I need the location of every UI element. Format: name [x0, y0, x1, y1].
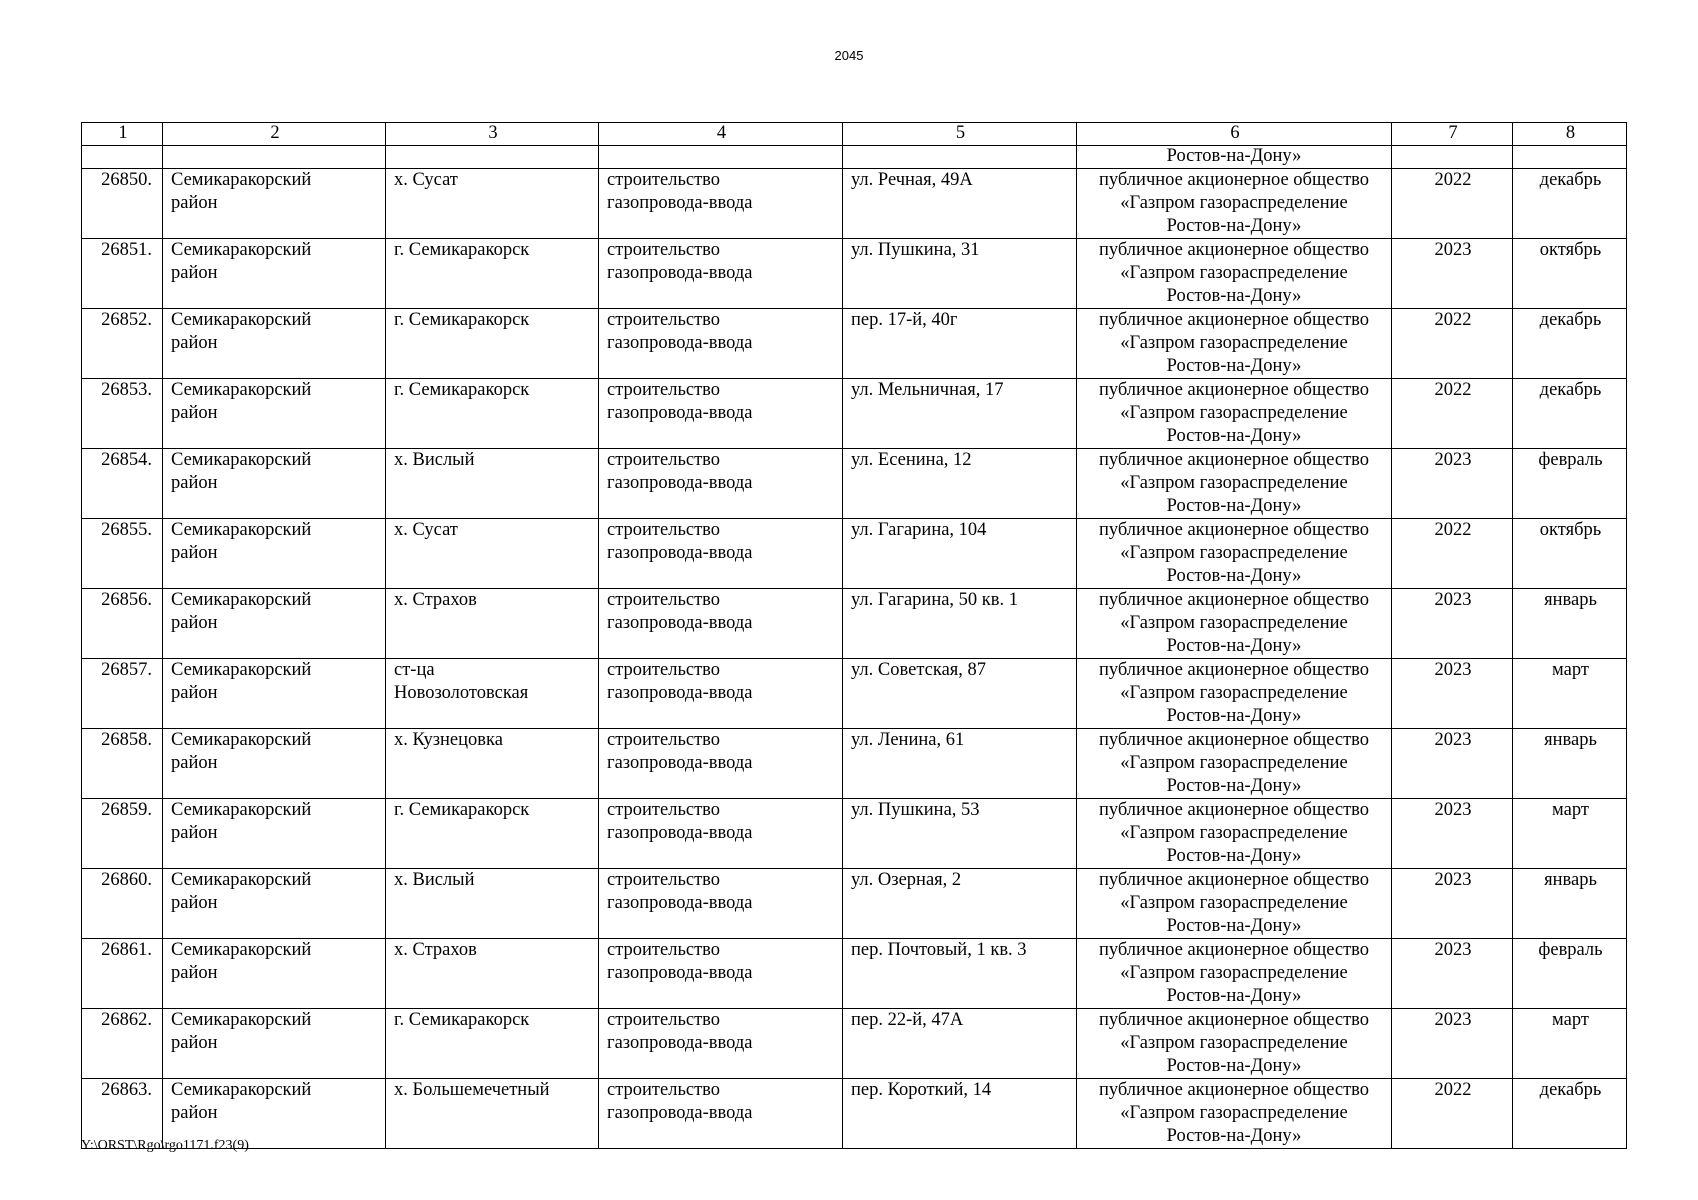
month-cell: март [1513, 1009, 1627, 1079]
locality-cell-line: х. Вислый [394, 450, 475, 470]
district-cell-line: район [171, 333, 218, 353]
district-cell [163, 589, 386, 659]
row-number: 26857. [82, 659, 163, 729]
row-number: 26856. [82, 589, 163, 659]
work-cell-line: газопровода-ввода [607, 263, 753, 283]
year-cell: 2023 [1392, 239, 1513, 309]
organization-cell-line: «Газпром газораспределение [1120, 263, 1348, 283]
work-cell-line: строительство [607, 450, 721, 470]
work-cell-line: строительство [607, 1010, 721, 1030]
address-cell: ул. Мельничная, 17 [843, 379, 1077, 449]
month-cell: январь [1513, 729, 1627, 799]
address-cell: пер. Почтовый, 1 кв. 3 [843, 939, 1077, 1009]
column-header: 8 [1513, 123, 1627, 146]
organization-cell-line: Ростов-на-Дону» [1166, 496, 1302, 516]
district-cell-line: район [171, 193, 218, 213]
district-cell [163, 1009, 386, 1079]
year-cell: 2022 [1392, 379, 1513, 449]
year-cell: 2023 [1392, 729, 1513, 799]
organization-cell-line: публичное акционерное общество [1098, 1010, 1370, 1030]
district-cell-line: Семикаракорский [171, 800, 312, 820]
organization-cell [1077, 239, 1392, 309]
locality-cell [386, 379, 599, 449]
month-cell: октябрь [1513, 239, 1627, 309]
locality-cell-line: х. Большемечетный [394, 1080, 550, 1100]
organization-cell-line: публичное акционерное общество [1098, 380, 1370, 400]
work-cell-line: строительство [607, 940, 721, 960]
organization-cell-line: «Газпром газораспределение [1120, 543, 1348, 563]
district-cell-line: район [171, 753, 218, 773]
district-cell [163, 729, 386, 799]
organization-cell [1077, 1009, 1392, 1079]
table-row [82, 659, 1627, 729]
month-cell: декабрь [1513, 169, 1627, 239]
data-table [81, 122, 1627, 1149]
organization-cell-line: «Газпром газораспределение [1120, 1033, 1348, 1053]
locality-cell-line: г. Семикаракорск [394, 800, 530, 820]
year-cell: 2023 [1392, 589, 1513, 659]
organization-cell-line: «Газпром газораспределение [1120, 333, 1348, 353]
address-cell: ул. Есенина, 12 [843, 449, 1077, 519]
district-cell-line: район [171, 1103, 218, 1123]
organization-cell-line: «Газпром газораспределение [1120, 1103, 1348, 1123]
organization-cell [1077, 869, 1392, 939]
work-cell-line: газопровода-ввода [607, 683, 753, 703]
month-cell: март [1513, 799, 1627, 869]
locality-cell [386, 239, 599, 309]
locality-cell [386, 1079, 599, 1149]
work-cell-line: строительство [607, 800, 721, 820]
organization-cell-line: публичное акционерное общество [1098, 310, 1370, 330]
district-cell-line: Семикаракорский [171, 1010, 312, 1030]
address-cell: ул. Гагарина, 50 кв. 1 [843, 589, 1077, 659]
organization-cell [1077, 309, 1392, 379]
work-cell [599, 169, 843, 239]
district-cell-line: Семикаракорский [171, 520, 312, 540]
year-cell: 2023 [1392, 799, 1513, 869]
work-cell [599, 379, 843, 449]
month-cell: декабрь [1513, 309, 1627, 379]
row-number: 26860. [82, 869, 163, 939]
organization-cell [1077, 379, 1392, 449]
organization-cell-line: публичное акционерное общество [1098, 660, 1370, 680]
organization-cell-line: «Газпром газораспределение [1120, 613, 1348, 633]
district-cell [163, 379, 386, 449]
page-number: 2045 [834, 48, 864, 63]
district-cell [163, 449, 386, 519]
row-number: 26851. [82, 239, 163, 309]
year-cell: 2023 [1392, 449, 1513, 519]
table-row [82, 239, 1627, 309]
district-cell [163, 659, 386, 729]
organization-cell-line: Ростов-на-Дону» [1166, 776, 1302, 796]
organization-cell-line: «Газпром газораспределение [1120, 753, 1348, 773]
month-cell: октябрь [1513, 519, 1627, 589]
organization-cell-line: публичное акционерное общество [1098, 870, 1370, 890]
work-cell [599, 519, 843, 589]
table-cell [163, 146, 386, 169]
district-cell [163, 309, 386, 379]
table-row [82, 309, 1627, 379]
organization-cell [1077, 729, 1392, 799]
work-cell [599, 309, 843, 379]
work-cell-line: строительство [607, 170, 721, 190]
month-cell: январь [1513, 589, 1627, 659]
column-header: 5 [843, 123, 1077, 146]
locality-cell [386, 309, 599, 379]
organization-cell [1077, 659, 1392, 729]
locality-cell-line: г. Семикаракорск [394, 1010, 530, 1030]
locality-cell [386, 169, 599, 239]
district-cell-line: район [171, 403, 218, 423]
district-cell-line: Семикаракорский [171, 380, 312, 400]
organization-cell-line: публичное акционерное общество [1098, 450, 1370, 470]
year-cell: 2023 [1392, 939, 1513, 1009]
work-cell-line: газопровода-ввода [607, 613, 753, 633]
work-cell-line: газопровода-ввода [607, 963, 753, 983]
locality-cell-line: х. Сусат [394, 520, 458, 540]
organization-cell-line: Ростов-на-Дону» [1166, 916, 1302, 936]
locality-cell-line: х. Кузнецовка [394, 730, 503, 750]
district-cell-line: район [171, 823, 218, 843]
work-cell-line: строительство [607, 730, 721, 750]
address-cell: ул. Речная, 49А [843, 169, 1077, 239]
organization-cell-line: Ростов-на-Дону» [1166, 286, 1302, 306]
work-cell [599, 729, 843, 799]
locality-cell [386, 659, 599, 729]
work-cell-line: строительство [607, 660, 721, 680]
district-cell [163, 519, 386, 589]
table-body [82, 123, 1627, 1149]
district-cell-line: район [171, 893, 218, 913]
row-number: 26854. [82, 449, 163, 519]
district-cell-line: Семикаракорский [171, 940, 312, 960]
work-cell-line: газопровода-ввода [607, 473, 753, 493]
row-number: 26855. [82, 519, 163, 589]
header-row [82, 123, 1627, 146]
year-cell: 2023 [1392, 659, 1513, 729]
work-cell-line: строительство [607, 1080, 721, 1100]
address-cell: пер. 22-й, 47А [843, 1009, 1077, 1079]
row-number: 26859. [82, 799, 163, 869]
work-cell-line: газопровода-ввода [607, 823, 753, 843]
work-cell-line: газопровода-ввода [607, 753, 753, 773]
locality-cell [386, 939, 599, 1009]
continuation-cell: Ростов-на-Дону» [1077, 146, 1392, 169]
organization-cell-line: «Газпром газораспределение [1120, 683, 1348, 703]
work-cell-line: строительство [607, 520, 721, 540]
organization-cell-line: публичное акционерное общество [1098, 730, 1370, 750]
work-cell [599, 1009, 843, 1079]
district-cell-line: Семикаракорский [171, 240, 312, 260]
district-cell-line: Семикаракорский [171, 450, 312, 470]
organization-cell-line: Ростов-на-Дону» [1166, 566, 1302, 586]
district-cell-line: Семикаракорский [171, 870, 312, 890]
district-cell-line: район [171, 613, 218, 633]
year-cell: 2022 [1392, 519, 1513, 589]
month-cell: март [1513, 659, 1627, 729]
locality-cell-line: х. Страхов [394, 940, 477, 960]
organization-cell-line: Ростов-на-Дону» [1166, 216, 1302, 236]
row-number: 26850. [82, 169, 163, 239]
address-cell: ул. Гагарина, 104 [843, 519, 1077, 589]
district-cell-line: Семикаракорский [171, 730, 312, 750]
month-cell: февраль [1513, 939, 1627, 1009]
locality-cell [386, 729, 599, 799]
locality-cell [386, 519, 599, 589]
file-path: Y:\ORST\Rgo\rgo1171.f23(9) [81, 1138, 249, 1153]
column-header: 2 [163, 123, 386, 146]
locality-cell [386, 589, 599, 659]
table-row [82, 519, 1627, 589]
work-cell [599, 659, 843, 729]
organization-cell-line: публичное акционерное общество [1098, 520, 1370, 540]
organization-cell [1077, 449, 1392, 519]
month-cell: февраль [1513, 449, 1627, 519]
work-cell-line: газопровода-ввода [607, 1103, 753, 1123]
district-cell-line: район [171, 963, 218, 983]
locality-cell-line: г. Семикаракорск [394, 240, 530, 260]
organization-cell [1077, 1079, 1392, 1149]
continuation-row [82, 146, 1627, 169]
work-cell [599, 449, 843, 519]
organization-cell [1077, 939, 1392, 1009]
organization-cell-line: Ростов-на-Дону» [1166, 986, 1302, 1006]
year-cell: 2023 [1392, 869, 1513, 939]
locality-cell [386, 449, 599, 519]
table-row [82, 379, 1627, 449]
district-cell-line: район [171, 263, 218, 283]
column-header: 4 [599, 123, 843, 146]
work-cell-line: газопровода-ввода [607, 333, 753, 353]
district-cell-line: Семикаракорский [171, 1080, 312, 1100]
work-cell-line: газопровода-ввода [607, 543, 753, 563]
table-cell [599, 146, 843, 169]
district-cell-line: район [171, 473, 218, 493]
table-row [82, 169, 1627, 239]
locality-cell-line: х. Сусат [394, 170, 458, 190]
organization-cell-line: «Газпром газораспределение [1120, 893, 1348, 913]
row-number: 26862. [82, 1009, 163, 1079]
locality-cell [386, 869, 599, 939]
address-cell: ул. Ленина, 61 [843, 729, 1077, 799]
organization-cell [1077, 589, 1392, 659]
organization-cell-line: Ростов-на-Дону» [1166, 846, 1302, 866]
district-cell-line: Семикаракорский [171, 590, 312, 610]
organization-cell-line: «Газпром газораспределение [1120, 963, 1348, 983]
organization-cell-line: публичное акционерное общество [1098, 590, 1370, 610]
work-cell [599, 799, 843, 869]
table-row [82, 449, 1627, 519]
year-cell: 2022 [1392, 309, 1513, 379]
work-cell-line: строительство [607, 240, 721, 260]
organization-cell-line: «Газпром газораспределение [1120, 193, 1348, 213]
work-cell [599, 869, 843, 939]
district-cell-line: район [171, 683, 218, 703]
organization-cell-line: публичное акционерное общество [1098, 1080, 1370, 1100]
organization-cell [1077, 519, 1392, 589]
organization-cell-line: Ростов-на-Дону» [1166, 356, 1302, 376]
column-header: 7 [1392, 123, 1513, 146]
locality-cell-line: ст-ца [394, 660, 435, 680]
row-number: 26863. [82, 1079, 163, 1149]
month-cell: январь [1513, 869, 1627, 939]
address-cell: ул. Советская, 87 [843, 659, 1077, 729]
work-cell-line: строительство [607, 380, 721, 400]
district-cell [163, 939, 386, 1009]
table-cell [1392, 146, 1513, 169]
organization-cell-line: «Газпром газораспределение [1120, 473, 1348, 493]
address-cell: ул. Пушкина, 53 [843, 799, 1077, 869]
month-cell: декабрь [1513, 379, 1627, 449]
organization-cell-line: публичное акционерное общество [1098, 170, 1370, 190]
organization-cell-line: Ростов-на-Дону» [1166, 636, 1302, 656]
district-cell [163, 169, 386, 239]
locality-cell-line: г. Семикаракорск [394, 310, 530, 330]
district-cell [163, 239, 386, 309]
locality-cell-line: х. Страхов [394, 590, 477, 610]
organization-cell-line: «Газпром газораспределение [1120, 403, 1348, 423]
organization-cell-line: публичное акционерное общество [1098, 240, 1370, 260]
month-cell: декабрь [1513, 1079, 1627, 1149]
work-cell [599, 1079, 843, 1149]
work-cell-line: строительство [607, 310, 721, 330]
work-cell-line: строительство [607, 590, 721, 610]
column-header: 1 [82, 123, 163, 146]
work-cell-line: газопровода-ввода [607, 403, 753, 423]
work-cell-line: строительство [607, 870, 721, 890]
organization-cell-line: Ростов-на-Дону» [1166, 1056, 1302, 1076]
locality-cell [386, 799, 599, 869]
organization-cell-line: публичное акционерное общество [1098, 800, 1370, 820]
district-cell-line: Семикаракорский [171, 660, 312, 680]
work-cell-line: газопровода-ввода [607, 1033, 753, 1053]
row-number: 26861. [82, 939, 163, 1009]
table-row [82, 1079, 1627, 1149]
column-header: 3 [386, 123, 599, 146]
district-cell-line: район [171, 1033, 218, 1053]
row-number: 26852. [82, 309, 163, 379]
organization-cell-line: Ростов-на-Дону» [1166, 706, 1302, 726]
locality-cell-line: Новозолотовская [394, 683, 529, 703]
table-cell [1513, 146, 1627, 169]
table-row [82, 589, 1627, 659]
table-cell [843, 146, 1077, 169]
district-cell-line: Семикаракорский [171, 310, 312, 330]
column-header: 6 [1077, 123, 1392, 146]
year-cell: 2022 [1392, 169, 1513, 239]
district-cell-line: Семикаракорский [171, 170, 312, 190]
address-cell: пер. 17-й, 40г [843, 309, 1077, 379]
work-cell [599, 589, 843, 659]
address-cell: пер. Короткий, 14 [843, 1079, 1077, 1149]
district-cell [163, 869, 386, 939]
locality-cell-line: х. Вислый [394, 870, 475, 890]
organization-cell [1077, 169, 1392, 239]
row-number: 26858. [82, 729, 163, 799]
locality-cell-line: г. Семикаракорск [394, 380, 530, 400]
address-cell: ул. Пушкина, 31 [843, 239, 1077, 309]
work-cell [599, 239, 843, 309]
table-cell [82, 146, 163, 169]
table-row [82, 799, 1627, 869]
organization-cell-line: Ростов-на-Дону» [1166, 1126, 1302, 1146]
table-row [82, 729, 1627, 799]
organization-cell-line: публичное акционерное общество [1098, 940, 1370, 960]
address-cell: ул. Озерная, 2 [843, 869, 1077, 939]
table-row [82, 1009, 1627, 1079]
locality-cell [386, 1009, 599, 1079]
work-cell [599, 939, 843, 1009]
table-cell [386, 146, 599, 169]
district-cell [163, 799, 386, 869]
row-number: 26853. [82, 379, 163, 449]
table-row [82, 869, 1627, 939]
year-cell: 2023 [1392, 1009, 1513, 1079]
organization-cell-line: Ростов-на-Дону» [1166, 426, 1302, 446]
year-cell: 2022 [1392, 1079, 1513, 1149]
work-cell-line: газопровода-ввода [607, 893, 753, 913]
organization-cell [1077, 799, 1392, 869]
table-row [82, 939, 1627, 1009]
organization-cell-line: «Газпром газораспределение [1120, 823, 1348, 843]
work-cell-line: газопровода-ввода [607, 193, 753, 213]
district-cell-line: район [171, 543, 218, 563]
